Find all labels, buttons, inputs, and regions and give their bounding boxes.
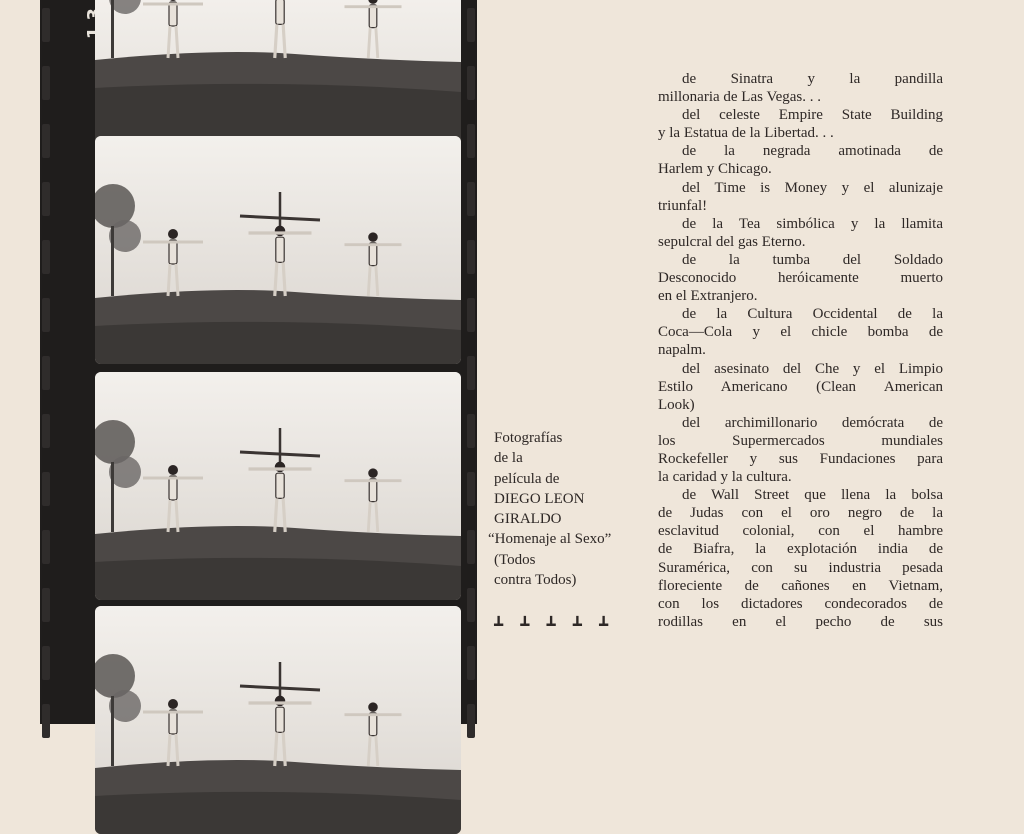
poem-line: del archimillonario demócrata de <box>682 414 943 431</box>
poem-line: del asesinato del Che y el Limpio <box>682 360 943 377</box>
sprocket-hole <box>42 530 50 564</box>
film-frame <box>95 136 461 364</box>
sprocket-hole <box>42 588 50 622</box>
poem-line: napalm. <box>658 342 706 359</box>
sprocket-hole <box>467 124 475 158</box>
film-strip <box>40 0 477 724</box>
film-frame-image <box>95 606 461 834</box>
poem-line: esclavitud colonial, con el hambre <box>658 523 943 540</box>
caption-line: DIEGO LEON <box>494 490 585 507</box>
cross-ornament: ┻ ┻ ┻ ┻ ┻ <box>494 616 615 634</box>
poem-line: triunfal! <box>658 197 708 214</box>
sprocket-hole <box>467 588 475 622</box>
sprocket-hole <box>467 414 475 448</box>
sprocket-hole <box>42 124 50 158</box>
sprocket-hole <box>467 8 475 42</box>
poem-line: sepulcral del gas Eterno. <box>658 233 806 250</box>
poem-line: de Wall Street que llena la bolsa <box>682 487 943 504</box>
sprocket-hole <box>467 356 475 390</box>
poem-line: Estilo Americano (Clean American <box>658 378 943 395</box>
photo-caption <box>488 428 664 590</box>
poem-line: del Time is Money y el alunizaje <box>682 179 943 196</box>
poem-line: con los dictadores condecorados de <box>658 595 943 612</box>
poem-line: y la Estatua de la Libertad. . . <box>658 125 834 142</box>
poem-line: la caridad y la cultura. <box>658 469 792 486</box>
caption-line: (Todos <box>494 551 536 568</box>
poem-line: rodillas en el pecho de sus <box>658 613 943 630</box>
film-frame <box>95 372 461 600</box>
poem-line: millonaria de Las Vegas. . . <box>658 89 822 106</box>
poem-line: Rockefeller y sus Fundaciones para <box>658 450 943 467</box>
caption-line: película de <box>494 470 560 487</box>
poem-line: de Biafra, la explotación india de <box>658 541 943 558</box>
sprocket-hole <box>42 8 50 42</box>
sprocket-hole <box>42 414 50 448</box>
poem-line: de la negrada amotinada de <box>682 143 943 160</box>
poem-line: de la Cultura Occidental de la <box>682 306 943 323</box>
poem-line: Suramérica, con su industria pesada <box>658 559 943 576</box>
caption-line: Fotografías <box>494 430 563 446</box>
sprocket-holes-right <box>465 0 477 724</box>
sprocket-hole <box>42 66 50 100</box>
sprocket-hole <box>467 704 475 738</box>
poem-line: Desconocido heróicamente muerto <box>658 270 943 287</box>
caption-line: de la <box>494 450 523 467</box>
poem-line: Coca—Cola y el chicle bomba de <box>658 324 943 341</box>
caption-line: “Homenaje al Sexo” <box>488 531 612 548</box>
poem-line: de la Tea simbólica y la llamita <box>682 215 943 232</box>
poem-line: los Supermercados mundiales <box>658 432 943 449</box>
caption-line: contra Todos) <box>494 572 577 589</box>
sprocket-hole <box>467 298 475 332</box>
film-frame <box>95 606 461 834</box>
sprocket-hole <box>42 472 50 506</box>
poem-line: de la tumba del Soldado <box>682 251 943 268</box>
sprocket-hole <box>467 530 475 564</box>
sprocket-hole <box>42 704 50 738</box>
poem-line: Harlem y Chicago. <box>658 161 772 178</box>
film-frame-image <box>95 372 461 600</box>
poem-text-column <box>658 70 943 631</box>
sprocket-hole <box>467 240 475 274</box>
sprocket-holes-left <box>40 0 52 724</box>
sprocket-hole <box>42 182 50 216</box>
sprocket-hole <box>467 472 475 506</box>
sprocket-hole <box>42 356 50 390</box>
sprocket-hole <box>467 182 475 216</box>
poem-line: del celeste Empire State Building <box>682 107 943 124</box>
poem-line: de Sinatra y la pandilla <box>682 71 943 87</box>
poem-line: de Judas con el oro negro de la <box>658 505 943 522</box>
poem-line: Look) <box>658 396 695 413</box>
sprocket-hole <box>42 646 50 680</box>
film-frame-image <box>95 136 461 364</box>
sprocket-hole <box>42 240 50 274</box>
sprocket-hole <box>42 298 50 332</box>
caption-line: GIRALDO <box>494 511 562 528</box>
poem-line: en el Extranjero. <box>658 288 758 305</box>
sprocket-hole <box>467 646 475 680</box>
sprocket-hole <box>467 66 475 100</box>
poem-line: floreciente de cañones en Vietnam, <box>658 577 943 594</box>
